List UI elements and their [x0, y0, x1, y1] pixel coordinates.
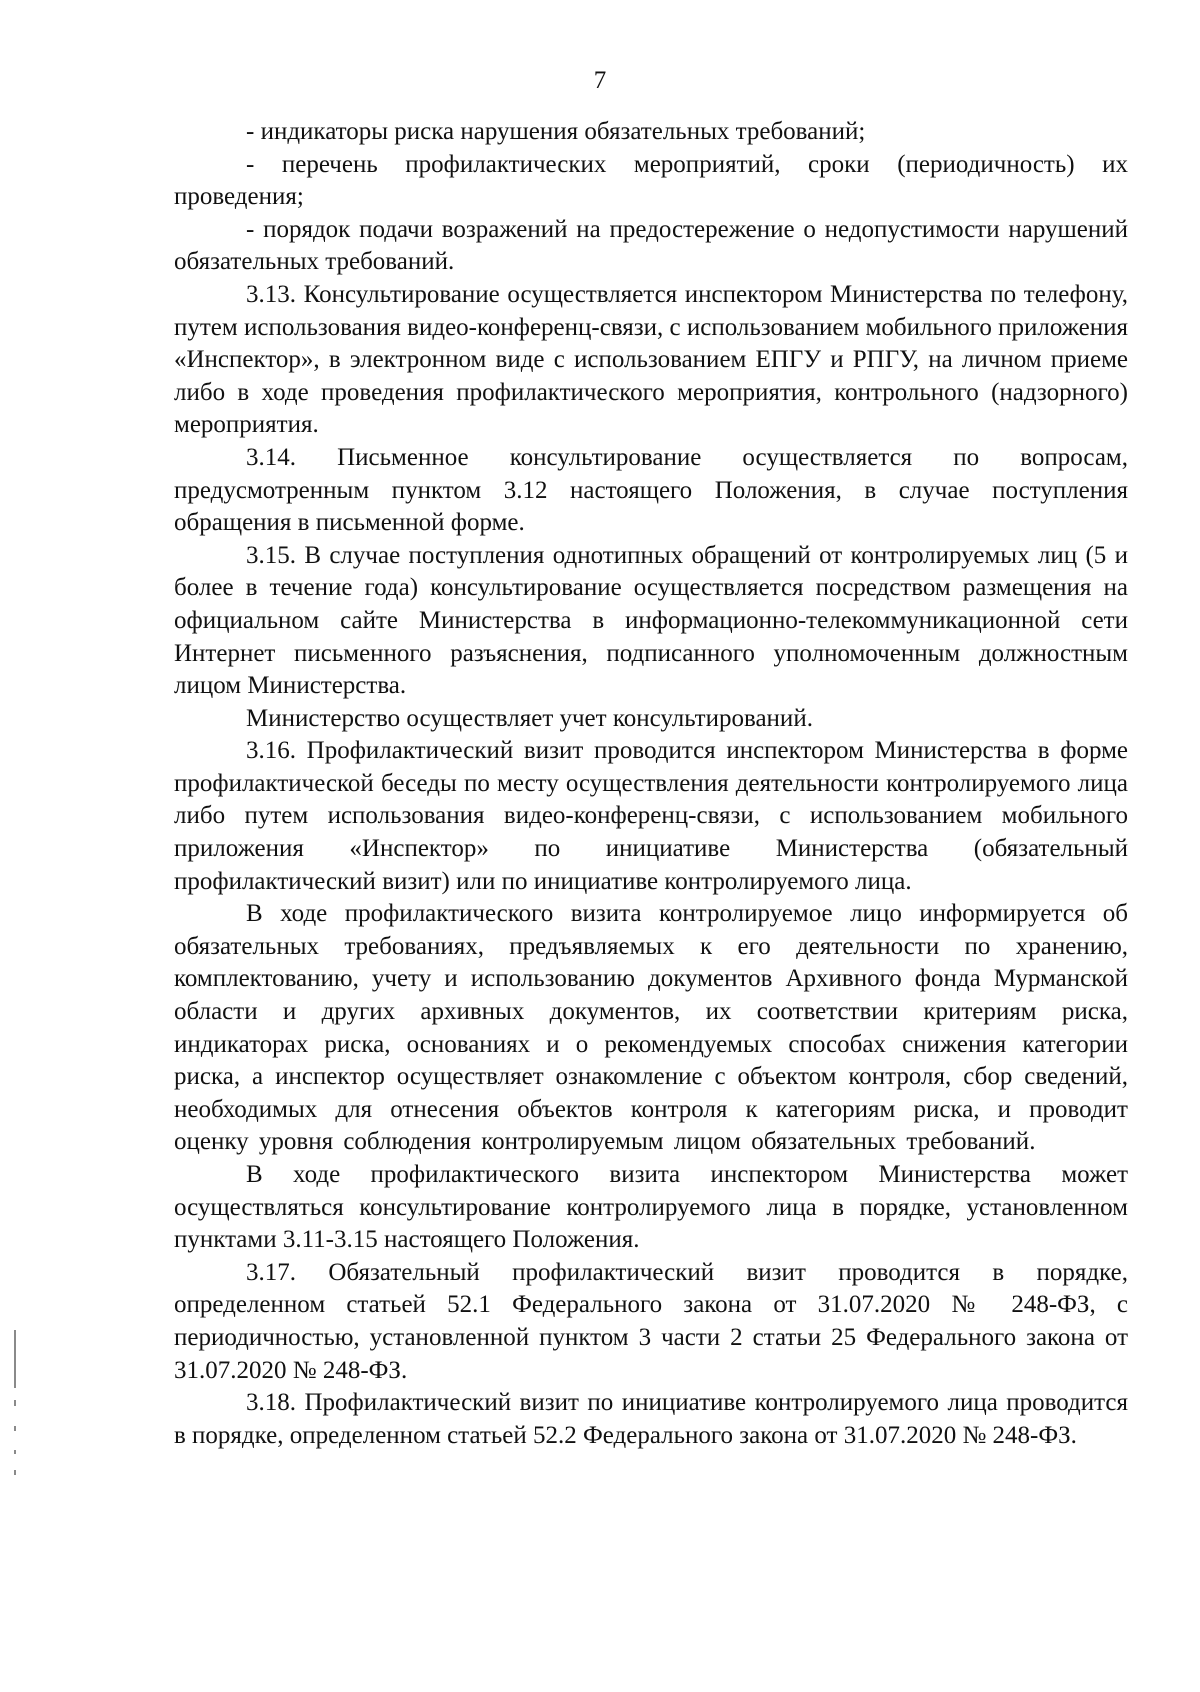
paragraph-3-16: 3.16. Профилактический визит проводится инспектором Министерства в форме профилактической беседы по месту осуществления деятельности контролируемого лица либо путем использования видео-конференц-связи, с использованием мобильного приложения «Инспектор» по инициативе Министерства (обязательный профилактический визит) или по инициативе контролируемого лица. — [174, 737, 1128, 895]
paragraph-3-14: 3.14. Письменное консультирование осуществляется по вопросам, предусмотренным пунктом 3.12 настоящего Положения, в случае поступления обращения в письменной форме. — [174, 443, 1128, 537]
paragraph-3-13: 3.13. Консультирование осуществляется инспектором Министерства по телефону, путем использования видео-конференц-связи, с использованием мобильного приложения «Инспектор», в электронном виде с использованием ЕПГУ и РПГУ, на личном приеме либо в ходе проведения профилактического мероприятия, контрольного (надзорного) мероприятия. — [174, 280, 1128, 439]
document-body — [174, 116, 1128, 1452]
paragraph-3-18: 3.18. Профилактический визит по инициативе контролируемого лица проводится в порядке, определенном статьей 52.2 Федерального закона от 31.07.2020 № 248-ФЗ. — [174, 1389, 1128, 1449]
paragraph-3-15: 3.15. В случае поступления однотипных обращений от контролируемых лиц (5 и более в течение года) консультирование осуществляется посредством размещения на официальном сайте Министерства в информационно-телекоммуникационной сети Интернет письменного разъяснения, подписанного уполномоченным должностным лицом Министерства. — [174, 541, 1128, 700]
list-item-measures-list: - перечень профилактических мероприятий, сроки (периодичность) их проведения; — [174, 150, 1128, 211]
paragraph-visit-informing: В ходе профилактического визита контролируемое лицо информируется об обязательных требованиях, предъявляемых к его деятельности по хранению, комплектованию, учету и использованию документов Архивного фонда Мурманской области и других архивных документов, их соответствии критериям риска, индикаторах риска, основаниях и о рекомендуемых способах снижения категории риска, а инспектор осуществляет ознакомление с объектом контроля, сбор сведений, необходимых для отнесения объектов контроля к категориям риска, и проводит оценку уровня соблюдения контролируемым лицом обязательных требований. — [174, 900, 1128, 1156]
paragraph-consultation-records: Министерство осуществляет учет консультирований. — [246, 704, 813, 732]
list-item-objection-procedure: - порядок подачи возражений на предостережение о недопустимости нарушений обязательных требований. — [174, 215, 1128, 276]
paragraph-visit-consulting: В ходе профилактического визита инспектором Министерства может осуществляться консультирование контролируемого лица в порядке, установленном пунктами 3.11-3.15 настоящего Положения. — [174, 1161, 1128, 1254]
list-item-risk-indicators: - индикаторы риска нарушения обязательных требований; — [246, 118, 866, 145]
paragraph-3-17: 3.17. Обязательный профилактический визит проводится в порядке, определенном статьей 52.1 Федерального закона от 31.07.2020 № 248-ФЗ, с периодичностью, установленной пунктом 3 части 2 статьи 25 Федерального закона от 31.07.2020 № 248-ФЗ. — [174, 1258, 1128, 1384]
page-number: 7 — [593, 67, 607, 94]
scan-margin-marks — [14, 1330, 17, 1480]
